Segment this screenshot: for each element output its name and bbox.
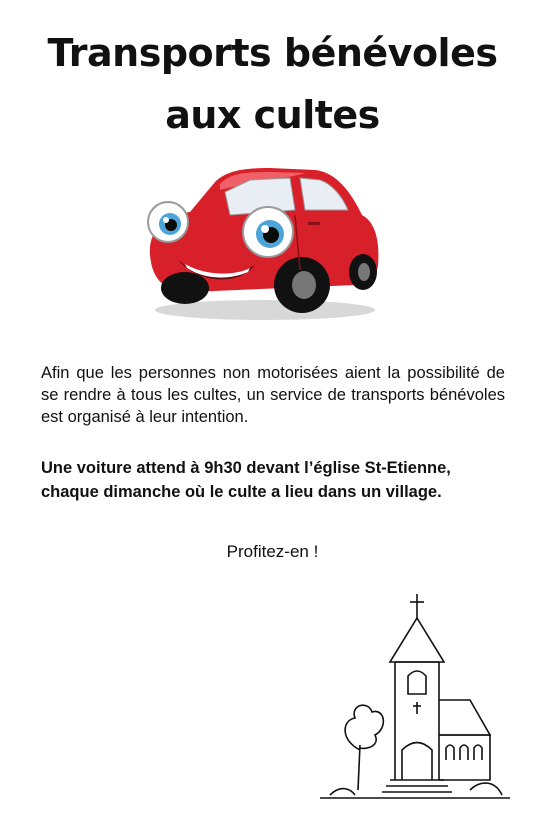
title-line-1: Transports bénévoles xyxy=(47,31,498,75)
car-icon xyxy=(130,160,390,325)
title-line-2: aux cultes xyxy=(165,93,380,137)
meeting-paragraph: Une voiture attend à 9h30 devant l’église St-Etienne, chaque dimanche où le culte a lieu dans un village. xyxy=(41,459,451,501)
poster-title xyxy=(0,22,545,146)
intro-paragraph: Afin que les personnes non motorisées aient la possibilité de se rendre à tous les cultes, un service de transports bénévoles est organisé à leur intention. xyxy=(41,364,505,426)
call-to-action: Profitez-en ! xyxy=(226,542,319,561)
church-icon xyxy=(320,590,510,805)
